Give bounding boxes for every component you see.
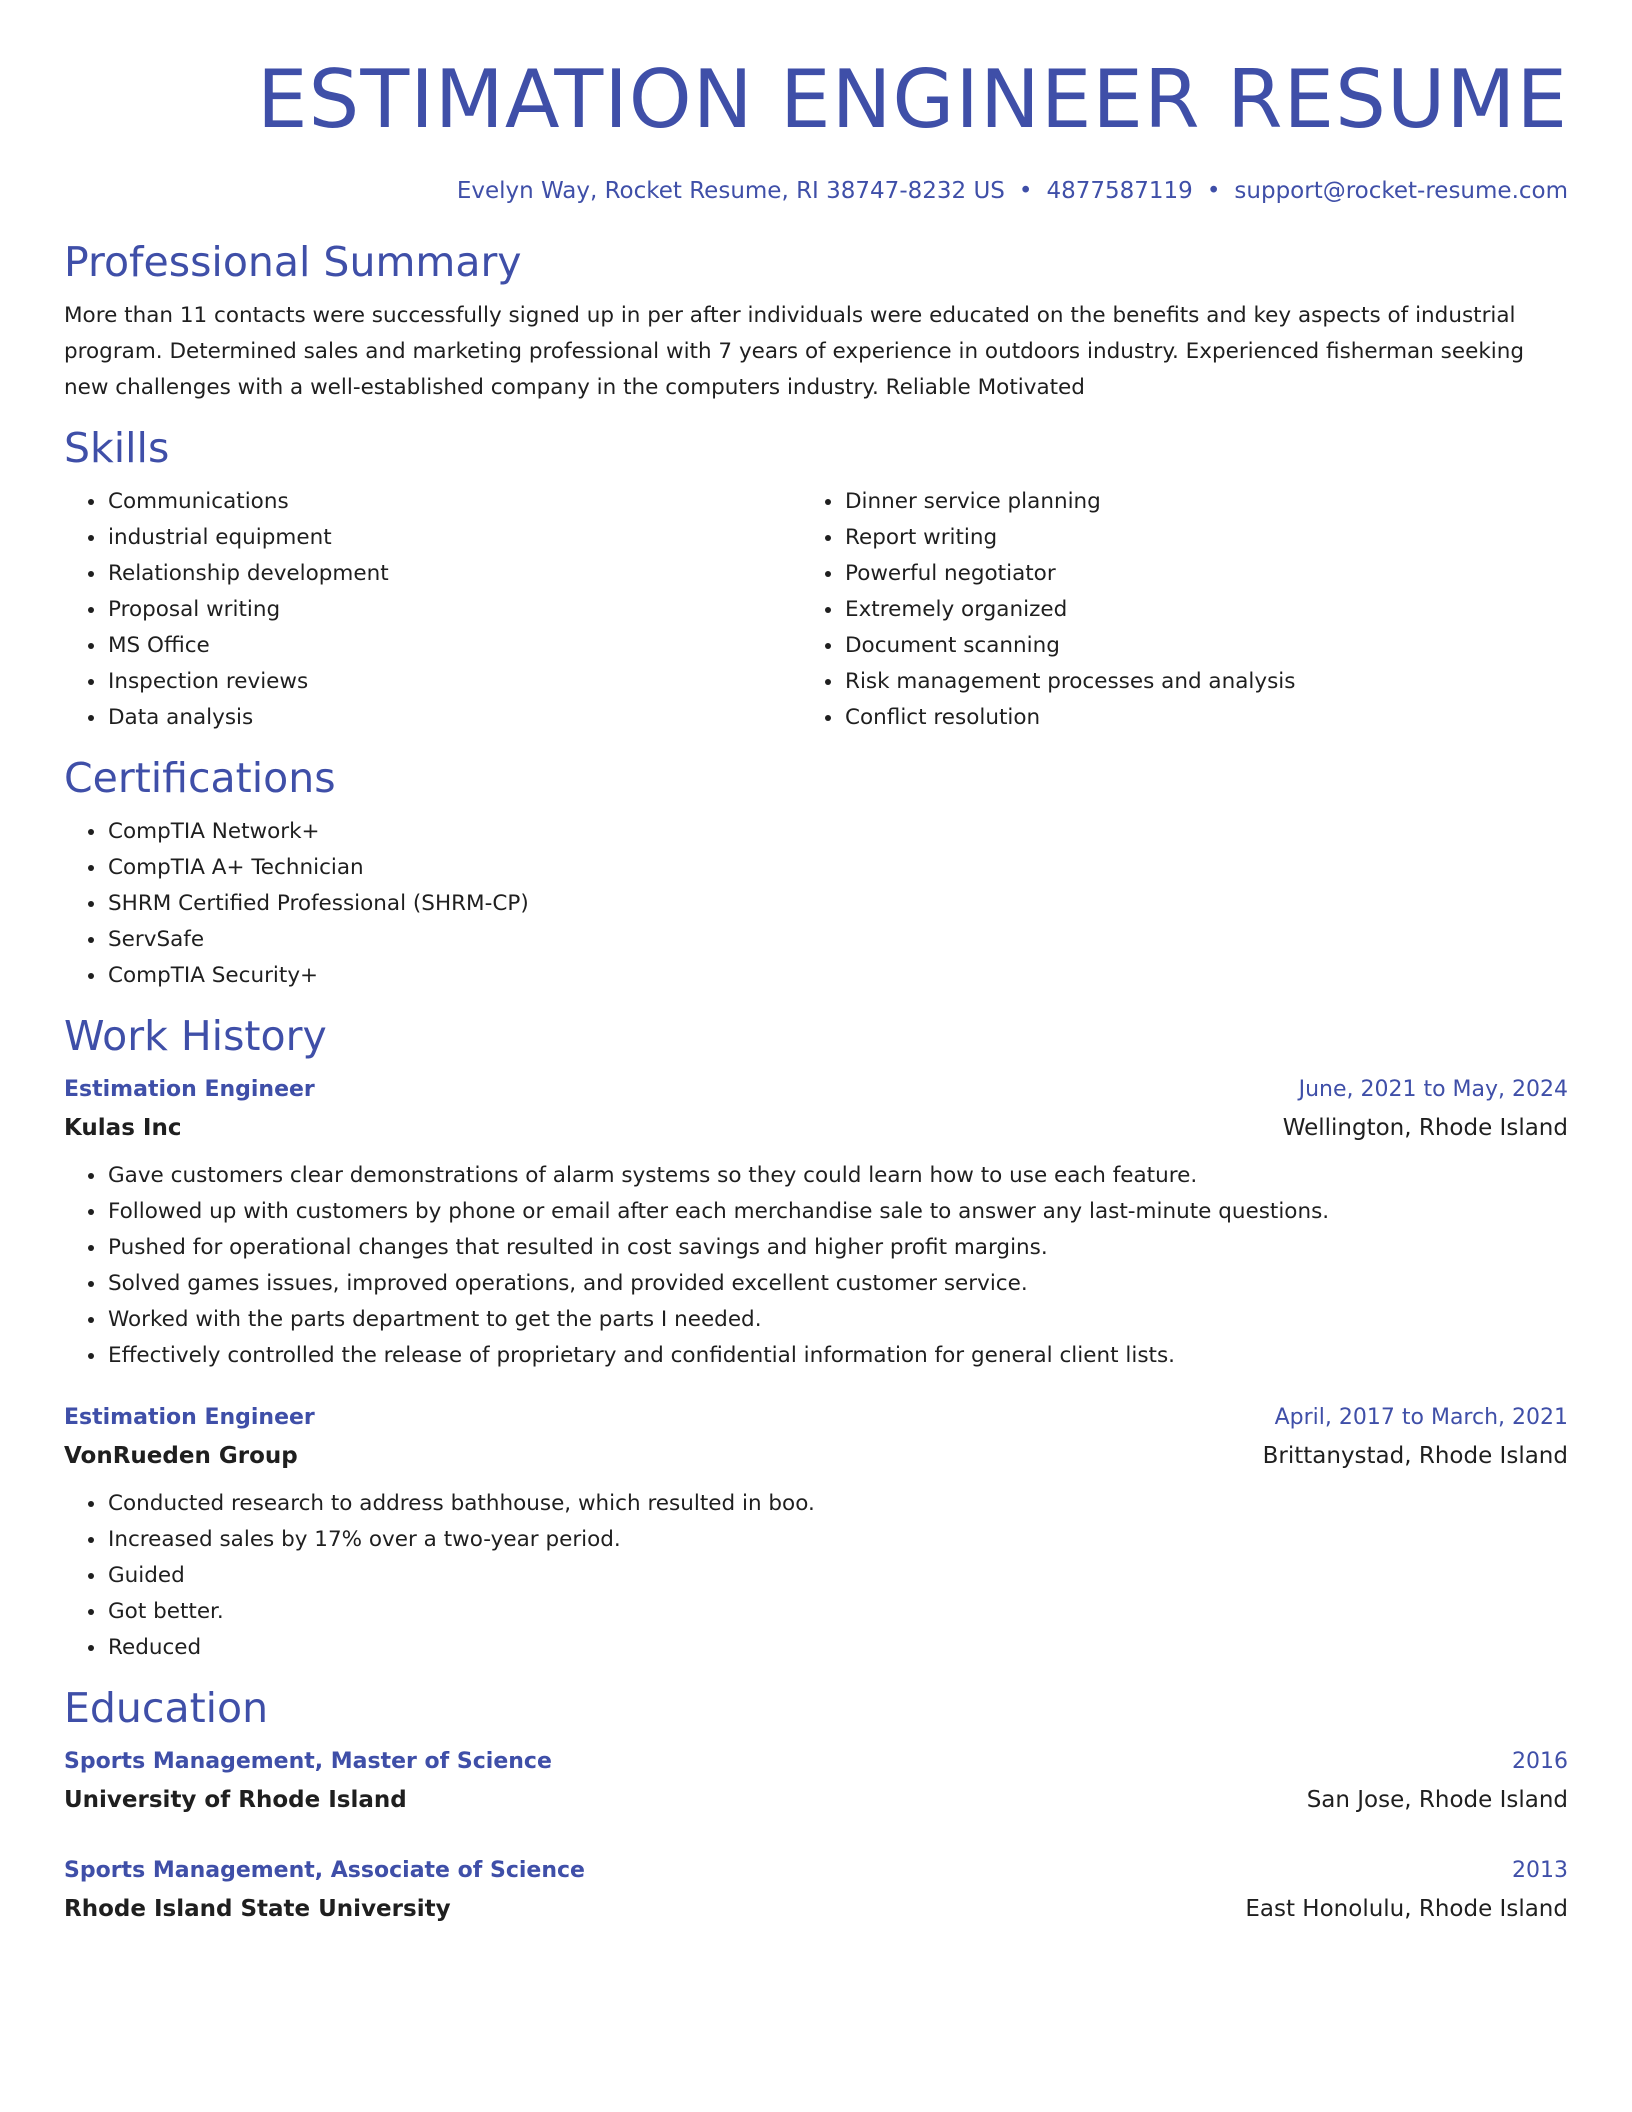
skills-list-left — [64, 484, 801, 736]
job-bullet: • Reduced — [107, 1630, 1568, 1666]
skill-item: • Inspection reviews — [107, 664, 801, 700]
job-location: Wellington, Rhode Island — [1282, 1115, 1568, 1141]
skills-column-right — [801, 484, 1538, 736]
separator-dot: • — [1018, 178, 1033, 204]
job-bullet: • Pushed for operational changes that resulted in cost savings and higher profit margins. — [107, 1230, 1568, 1266]
section-heading-certifications: Certifications — [64, 754, 336, 802]
summary-text: More than 11 contacts were successfully signed up in per after individuals were educated on the benefits and key aspects of industrial program. Determined sales and marketing professional with 7 years of experience in outdoors industry. Experienced fisherman seeking new challenges with a well-established company in the computers industry. Reliable Motivated — [64, 303, 1525, 400]
skills-list-right — [801, 484, 1538, 736]
contact-address: Evelyn Way, Rocket Resume, RI 38747-8232 US — [456, 178, 1005, 204]
job-header-row — [64, 1072, 1568, 1108]
job-bullet: • Followed up with customers by phone or email after each merchandise sale to answer any last-minute questions. — [107, 1194, 1568, 1230]
skill-item: • Document scanning — [844, 628, 1538, 664]
skill-item: • Risk management processes and analysis — [844, 664, 1538, 700]
education-header-row — [64, 1853, 1568, 1889]
education-header-row — [64, 1744, 1568, 1780]
resume-title: ESTIMATION ENGINEER RESUME — [257, 53, 1568, 146]
education-location: East Honolulu, Rhode Island — [1245, 1896, 1568, 1922]
skill-item: • Conflict resolution — [844, 700, 1538, 736]
job-bullet: • Increased sales by 17% over a two-year period. — [107, 1522, 1568, 1558]
job-dates: April, 2017 to March, 2021 — [1274, 1405, 1568, 1430]
job-bullet: • Gave customers clear demonstrations of alarm systems so they could learn how to use each feature. — [107, 1158, 1568, 1194]
job-company: VonRueden Group — [64, 1443, 298, 1469]
skill-item: • Powerful negotiator — [844, 556, 1538, 592]
section-heading-summary: Professional Summary — [64, 238, 522, 286]
job-bullet: • Conducted research to address bathhouse, which resulted in boo. — [107, 1486, 1568, 1522]
skill-item: • Communications — [107, 484, 801, 520]
skill-item: • Extremely organized — [844, 592, 1538, 628]
job-title: Estimation Engineer — [64, 1077, 315, 1102]
job-bullet: • Guided — [107, 1558, 1568, 1594]
skill-item: • Dinner service planning — [844, 484, 1538, 520]
education-year: 2016 — [1512, 1749, 1568, 1774]
skills-columns — [64, 484, 1568, 736]
certification-item: • CompTIA Security+ — [107, 958, 1568, 994]
skill-item: • Relationship development — [107, 556, 801, 592]
education-location: San Jose, Rhode Island — [1306, 1787, 1568, 1813]
job-dates: June, 2021 to May, 2024 — [1298, 1077, 1568, 1102]
job-title: Estimation Engineer — [64, 1405, 315, 1430]
education-entry — [64, 1744, 1568, 1820]
certification-item: • CompTIA Network+ — [107, 814, 1568, 850]
job-company-row — [64, 1436, 1568, 1476]
education-year: 2013 — [1512, 1858, 1568, 1883]
job-bullet: • Solved games issues, improved operations, and provided excellent customer service. — [107, 1266, 1568, 1302]
education-school-row — [64, 1780, 1568, 1820]
contact-email: support@rocket-resume.com — [1234, 178, 1568, 204]
section-heading-work-history: Work History — [64, 1012, 327, 1060]
job-bullets — [64, 1158, 1568, 1374]
education-school: University of Rhode Island — [64, 1787, 407, 1813]
job-company: Kulas Inc — [64, 1115, 182, 1141]
section-heading-education: Education — [64, 1684, 269, 1732]
skill-item: • Report writing — [844, 520, 1538, 556]
skill-item: • industrial equipment — [107, 520, 801, 556]
section-heading-skills: Skills — [64, 424, 170, 472]
job-entry — [64, 1072, 1568, 1374]
certification-item: • ServSafe — [107, 922, 1568, 958]
job-bullets — [64, 1486, 1568, 1666]
education-school-row — [64, 1889, 1568, 1929]
education-school: Rhode Island State University — [64, 1896, 451, 1922]
job-company-row — [64, 1108, 1568, 1148]
education-degree: Sports Management, Associate of Science — [64, 1858, 585, 1883]
job-location: Brittanystad, Rhode Island — [1262, 1443, 1568, 1469]
separator-dot: • — [1206, 178, 1221, 204]
education-entry — [64, 1853, 1568, 1929]
certification-item: • CompTIA A+ Technician — [107, 850, 1568, 886]
skill-item: • Data analysis — [107, 700, 801, 736]
skill-item: • MS Office — [107, 628, 801, 664]
certification-item: • SHRM Certified Professional (SHRM-CP) — [107, 886, 1568, 922]
job-header-row — [64, 1400, 1568, 1436]
skill-item: • Proposal writing — [107, 592, 801, 628]
job-bullet: • Effectively controlled the release of proprietary and confidential information for general client lists. — [107, 1338, 1568, 1374]
job-entry — [64, 1400, 1568, 1666]
job-bullet: • Worked with the parts department to get the parts I needed. — [107, 1302, 1568, 1338]
skills-column-left — [64, 484, 801, 736]
job-bullet: • Got better. — [107, 1594, 1568, 1630]
certifications-list — [64, 814, 1568, 994]
contact-line — [64, 176, 1568, 206]
contact-phone: 4877587119 — [1046, 178, 1193, 204]
education-degree: Sports Management, Master of Science — [64, 1749, 552, 1774]
